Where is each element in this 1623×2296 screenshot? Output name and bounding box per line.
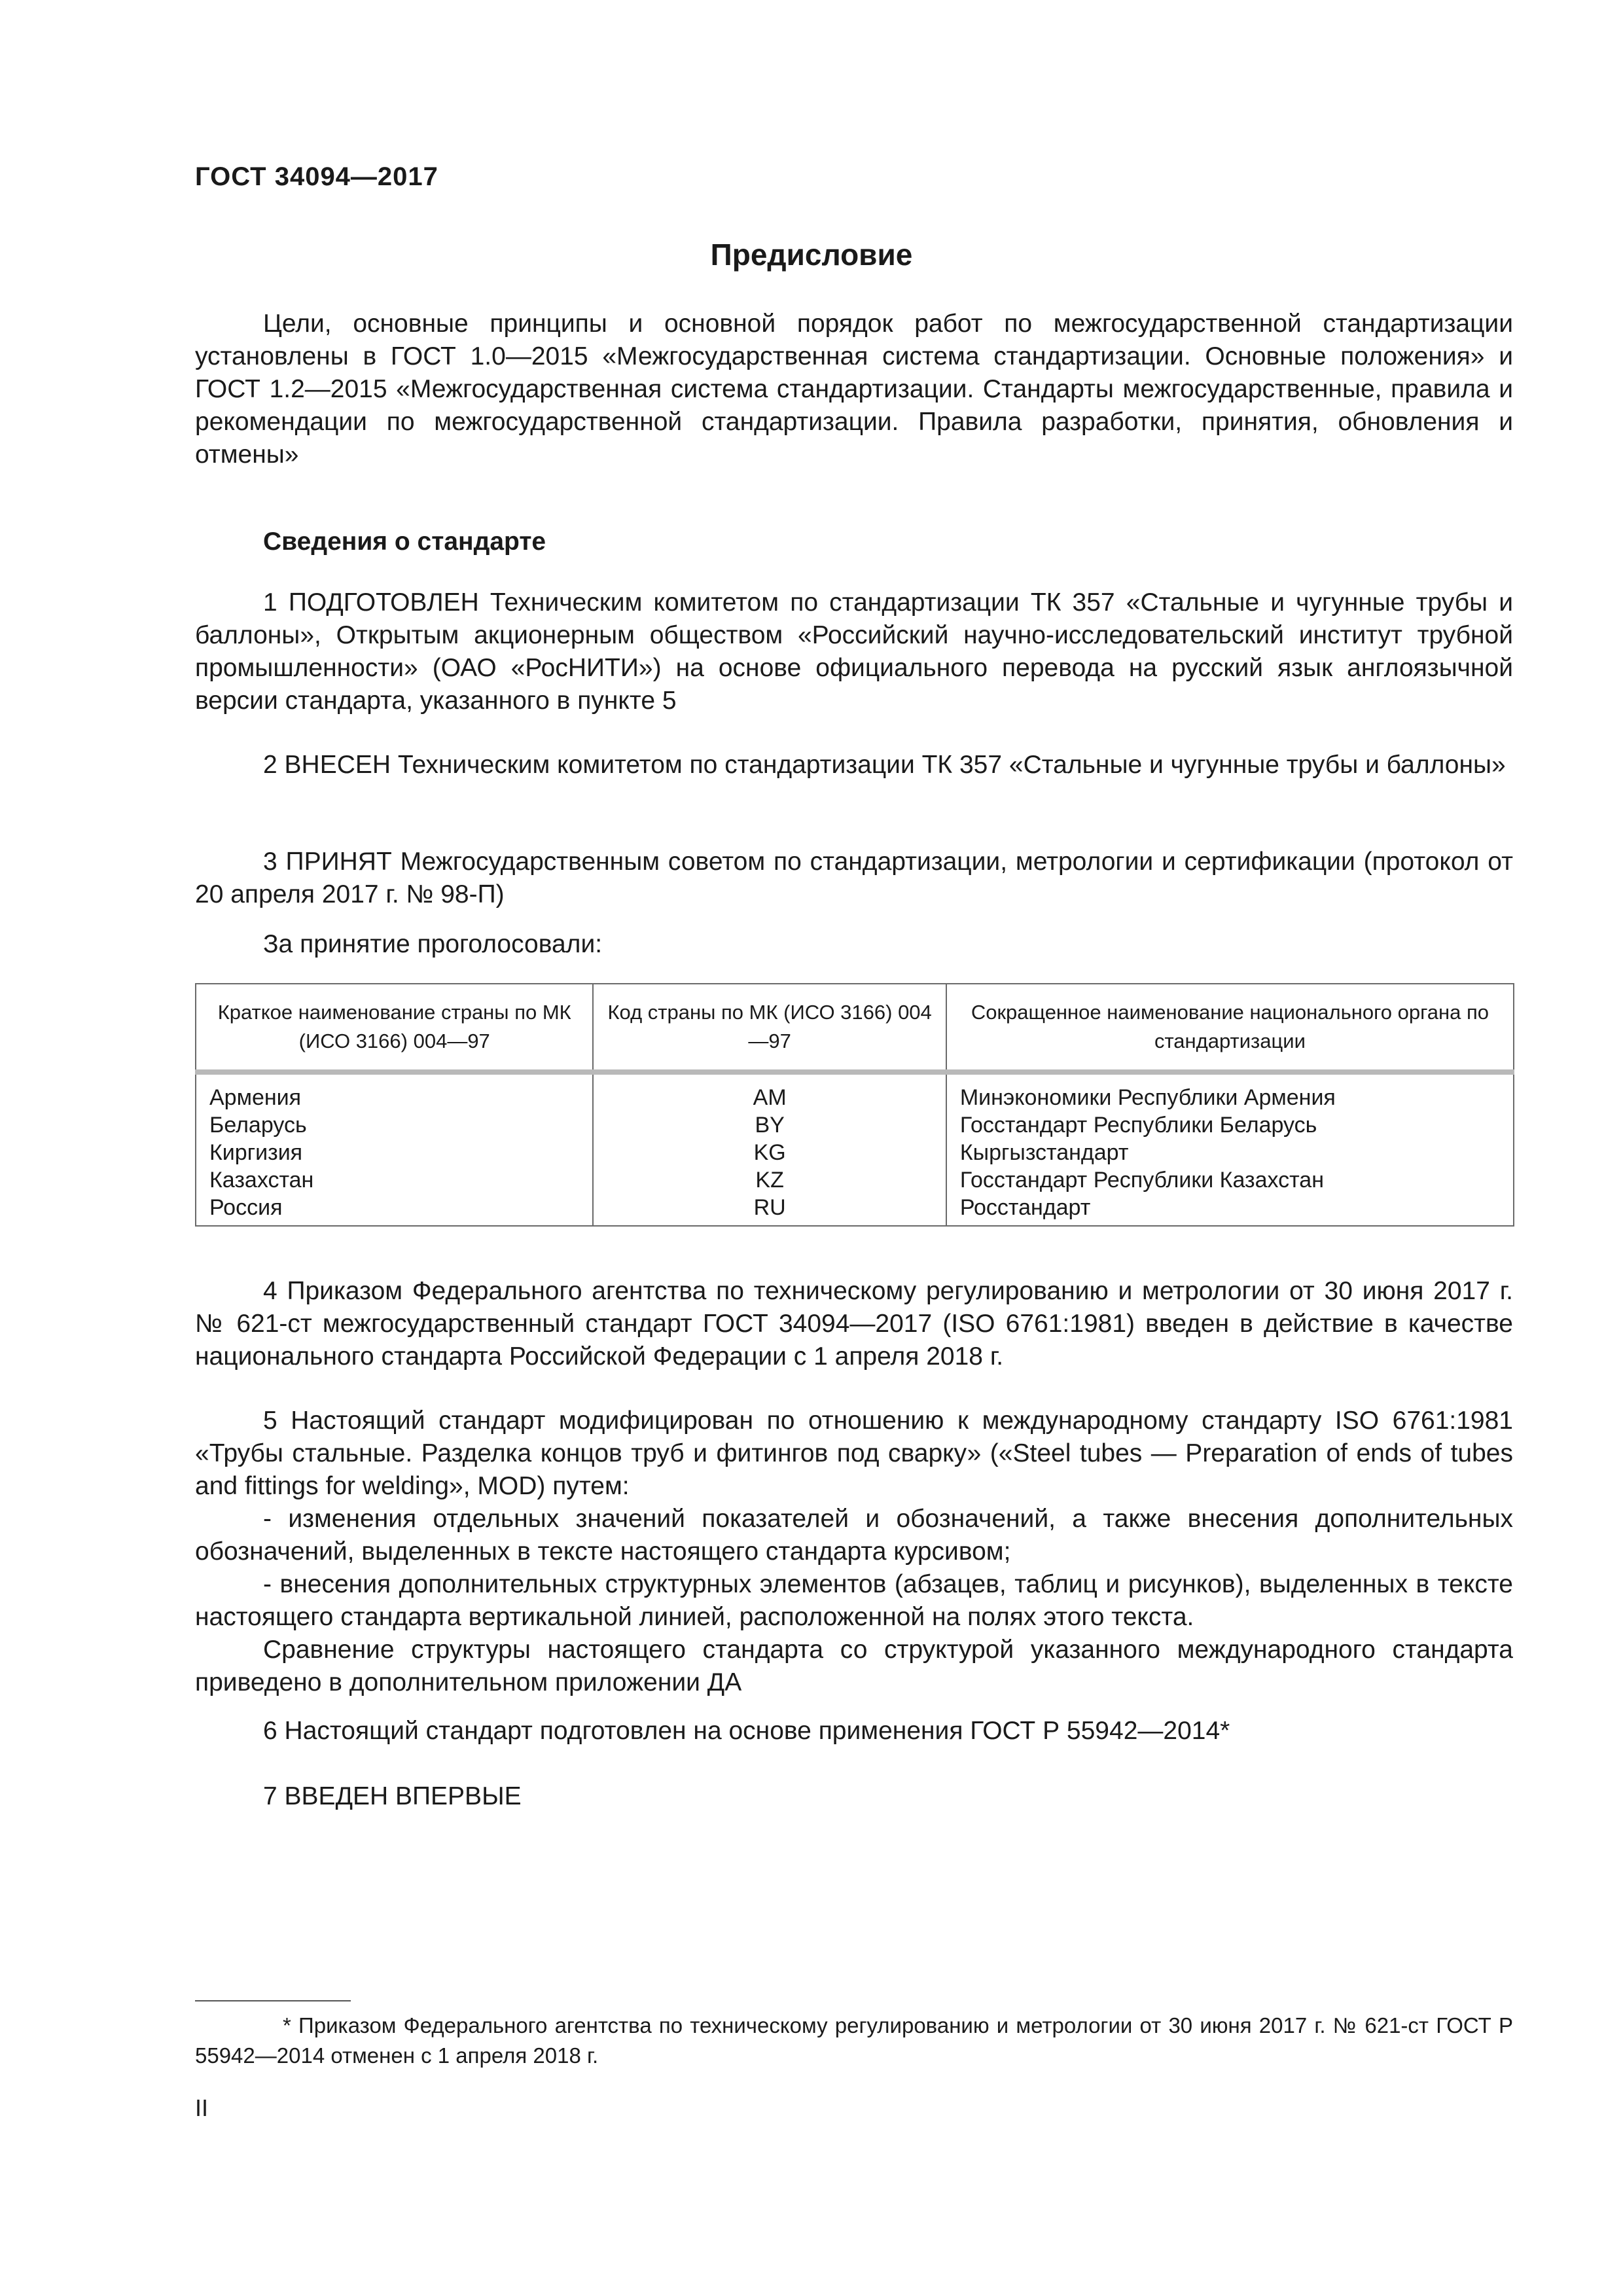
item-5 xyxy=(195,1405,1513,1699)
item-1 xyxy=(195,586,1513,717)
item-4 xyxy=(195,1275,1513,1373)
footnote-text: * Приказом Федерального агентства по техническому регулированию и метрологии от 30 июня 2017 г. № 621-ст ГОСТ Р 55942—2014 отменен с 1 апреля 2018 г. xyxy=(195,2013,1513,2068)
footnote xyxy=(195,2011,1513,2071)
footnote-separator xyxy=(195,2000,351,2001)
national-body: Госстандарт Республики Беларусь xyxy=(959,1113,1317,1138)
country-code: AM xyxy=(753,1085,787,1110)
item-2-text: 2 ВНЕСЕН Техническим комитетом по стандартизации ТК 357 «Стальные и чугунные трубы и баллоны» xyxy=(263,751,1506,779)
national-body: Госстандарт Республики Казахстан xyxy=(959,1168,1324,1193)
country-codes-cell xyxy=(593,1072,946,1226)
item-5-bullet-1: - изменения отдельных значений показателей и обозначений, а также внесения дополнительных обозначений, выделенных в тексте настоящего стандарта курсивом; xyxy=(195,1505,1513,1566)
voted-label-block xyxy=(195,928,1513,961)
country-code: KZ xyxy=(755,1168,784,1193)
country-code: RU xyxy=(753,1195,786,1220)
item-5-bullet-2: - внесения дополнительных структурных элементов (абзацев, таблиц и рисунков), выделенных в тексте настоящего стандарта вертикальной линией, расположенной на полях этого текста. xyxy=(195,1570,1513,1631)
country-names-cell xyxy=(196,1072,593,1226)
country-code: KG xyxy=(753,1140,786,1165)
page-number: II xyxy=(195,2094,209,2121)
country-name: Россия xyxy=(209,1195,283,1220)
intro-paragraph: Цели, основные принципы и основной порядок работ по межгосударственной стандартизации установлены в ГОСТ 1.0—2015 «Межгосударственная система стандартизации. Основные положения» и ГОСТ 1.2—2015 «Межгосударственная система стандартизации. Стандарты межгосударственные, правила и рекомендации по межгосударственной стандартизации. Правила разработки, принятия, обновления и отмены» xyxy=(195,310,1513,469)
item-6 xyxy=(195,1715,1513,1748)
country-name: Киргизия xyxy=(209,1140,303,1165)
header-country-name: Краткое наименование страны по МК (ИСО 3166) 004—97 xyxy=(196,984,593,1072)
national-body: Минэкономики Республики Армения xyxy=(959,1085,1336,1110)
country-code: BY xyxy=(755,1113,785,1138)
header-national-body: Сокращенное наименование национального органа по стандартизации xyxy=(946,984,1514,1072)
intro-section xyxy=(195,308,1513,471)
country-name: Армения xyxy=(209,1085,302,1110)
country-name: Казахстан xyxy=(209,1168,314,1193)
item-2 xyxy=(195,749,1513,781)
national-body: Росстандарт xyxy=(959,1195,1091,1220)
page-title: Предисловие xyxy=(710,238,913,272)
item-7 xyxy=(195,1780,1513,1813)
item-3 xyxy=(195,846,1513,911)
document-header: ГОСТ 34094—2017 xyxy=(195,162,438,191)
item-5-comparison: Сравнение структуры настоящего стандарта со структурой указанного международного стандарта приведено в дополнительном приложении ДА xyxy=(195,1636,1513,1696)
national-bodies-cell xyxy=(946,1072,1514,1226)
item-5-text: 5 Настоящий стандарт модифицирован по отношению к международному стандарту ISO 6761:1981 «Трубы стальные. Разделка концов труб и фитингов под сварку» («Steel tubes — Preparation of ends of tubes and fittings for welding», MOD) путем: xyxy=(195,1407,1513,1500)
item-3-text: 3 ПРИНЯТ Межгосударственным советом по стандартизации, метрологии и сертификации (протокол от 20 апреля 2017 г. № 98-П) xyxy=(195,848,1513,908)
country-name: Беларусь xyxy=(209,1113,307,1138)
national-body: Кыргызстандарт xyxy=(959,1140,1129,1165)
table-header-row xyxy=(196,984,1514,1072)
item-7-text: 7 ВВЕДЕН ВПЕРВЫЕ xyxy=(263,1782,522,1810)
item-4-text: 4 Приказом Федерального агентства по техническому регулированию и метрологии от 30 июня 2017 г. № 621-ст межгосударственный стандарт ГОСТ 34094—2017 (ISO 6761:1981) введен в действие в качестве национального стандарта Российской Федерации с 1 апреля 2018 г. xyxy=(195,1277,1513,1371)
item-6-text: 6 Настоящий стандарт подготовлен на основе применения ГОСТ Р 55942—2014* xyxy=(263,1717,1230,1745)
voting-table xyxy=(195,983,1514,1227)
header-country-code: Код страны по МК (ИСО 3166) 004—97 xyxy=(593,984,946,1072)
voted-label: За принятие проголосовали: xyxy=(263,930,603,958)
item-1-text: 1 ПОДГОТОВЛЕН Техническим комитетом по стандартизации ТК 357 «Стальные и чугунные трубы и баллоны», Открытым акционерным обществом «Российский научно-исследовательский институт трубной промышленности» (ОАО «РосНИТИ») на основе официального перевода на русский язык англоязычной версии стандарта, указанного в пункте 5 xyxy=(195,588,1513,715)
table-row xyxy=(196,1072,1514,1226)
section-heading: Сведения о стандарте xyxy=(263,528,546,556)
